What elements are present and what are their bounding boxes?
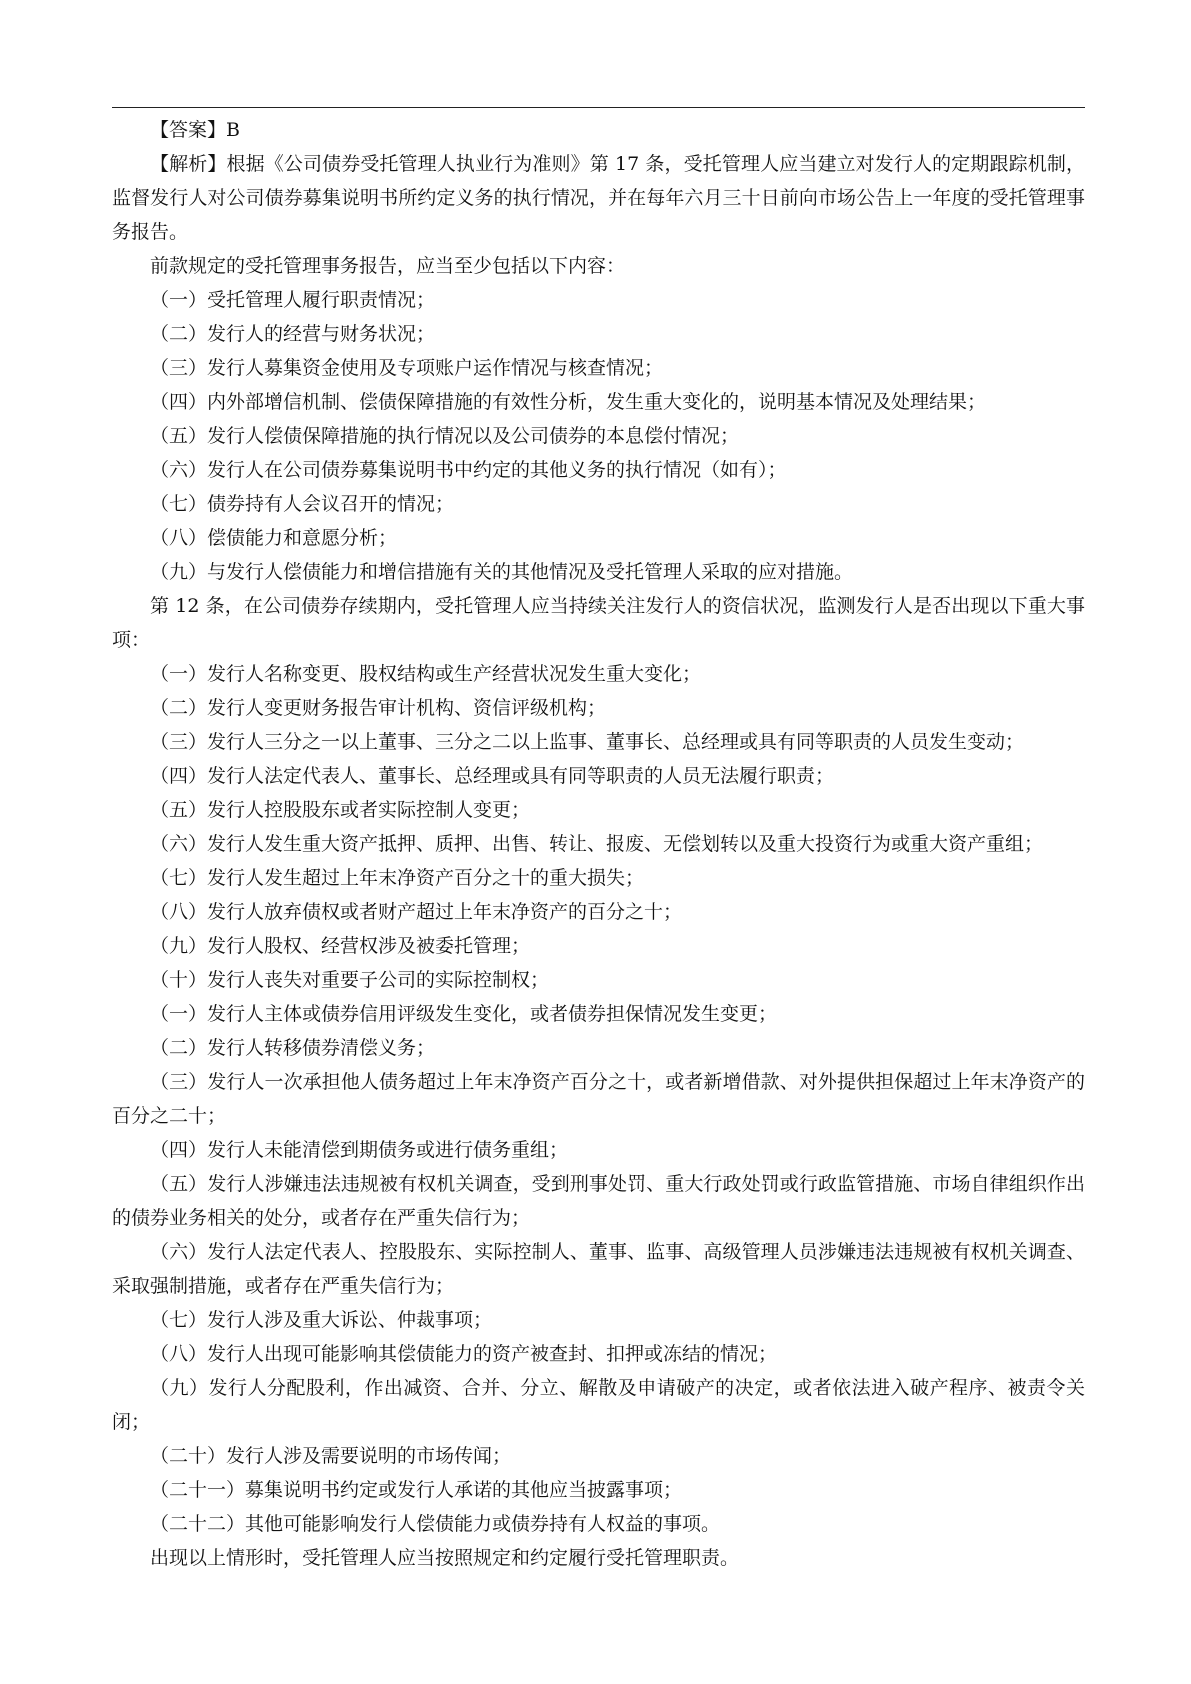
event-item-11: （一）发行人主体或债券信用评级发生变化，或者债券担保情况发生变更； [150, 1003, 778, 1025]
report-item-6: （六）发行人在公司债券募集说明书中约定的其他义务的执行情况（如有）； [150, 459, 787, 481]
closing-paragraph: 出现以上情形时，受托管理人应当按照规定和约定履行受托管理职责。 [150, 1547, 740, 1569]
event-item-12: （二）发行人转移债券清偿义务； [150, 1037, 436, 1059]
event-item-20: （二十）发行人涉及需要说明的市场传闻； [150, 1445, 512, 1467]
event-item-9: （九）发行人股权、经营权涉及被委托管理； [150, 935, 531, 957]
event-item-1: （一）发行人名称变更、股权结构或生产经营状况发生重大变化； [150, 663, 702, 685]
event-item-10: （十）发行人丧失对重要子公司的实际控制权； [150, 969, 550, 991]
event-item-2: （二）发行人变更财务报告审计机构、资信评级机构； [150, 697, 607, 719]
report-item-9: （九）与发行人偿债能力和增信措施有关的其他情况及受托管理人采取的应对措施。 [150, 561, 854, 583]
event-item-3: （三）发行人三分之一以上董事、三分之二以上监事、董事长、总经理或具有同等职责的人员发生变动； [150, 731, 1025, 753]
event-item-5: （五）发行人控股股东或者实际控制人变更； [150, 799, 531, 821]
event-item-22: （二十二）其他可能影响发行人偿债能力或债券持有人权益的事项。 [150, 1513, 721, 1535]
report-item-4: （四）内外部增信机制、偿债保障措施的有效性分析，发生重大变化的，说明基本情况及处理结果； [150, 391, 987, 413]
header-rule [112, 107, 1085, 108]
event-item-15: （五）发行人涉嫌违法违规被有权机关调查，受到刑事处罚、重大行政处罚或行政监管措施、市场自律组织作出的债券业务相关的处分，或者存在严重失信行为； [112, 1173, 1085, 1229]
document-body [112, 113, 1085, 1575]
event-item-17: （七）发行人涉及重大诉讼、仲裁事项； [150, 1309, 493, 1331]
answer-line: 【答案】B [150, 119, 240, 141]
report-item-8: （八）偿债能力和意愿分析； [150, 527, 398, 549]
event-item-8: （八）发行人放弃债权或者财产超过上年末净资产的百分之十； [150, 901, 683, 923]
event-item-7: （七）发行人发生超过上年末净资产百分之十的重大损失； [150, 867, 645, 889]
analysis-paragraph: 【解析】根据《公司债券受托管理人执业行为准则》第 17 条，受托管理人应当建立对发行人的定期跟踪机制，监督发行人对公司债券募集说明书所约定义务的执行情况，并在每年六月三十日前向市场公告上一年度的受托管理事务报告。 [112, 153, 1085, 243]
event-item-16: （六）发行人法定代表人、控股股东、实际控制人、董事、监事、高级管理人员涉嫌违法违规被有权机关调查、采取强制措施，或者存在严重失信行为； [112, 1241, 1085, 1297]
event-item-14: （四）发行人未能清偿到期债务或进行债务重组； [150, 1139, 569, 1161]
report-item-2: （二）发行人的经营与财务状况； [150, 323, 436, 345]
article-12-intro: 第 12 条，在公司债券存续期内，受托管理人应当持续关注发行人的资信状况，监测发行人是否出现以下重大事项： [112, 595, 1085, 651]
report-intro: 前款规定的受托管理事务报告，应当至少包括以下内容： [150, 255, 626, 277]
report-item-3: （三）发行人募集资金使用及专项账户运作情况与核查情况； [150, 357, 664, 379]
event-item-4: （四）发行人法定代表人、董事长、总经理或具有同等职责的人员无法履行职责； [150, 765, 835, 787]
event-item-6: （六）发行人发生重大资产抵押、质押、出售、转让、报废、无偿划转以及重大投资行为或重大资产重组； [150, 833, 1044, 855]
report-item-1: （一）受托管理人履行职责情况； [150, 289, 436, 311]
event-item-21: （二十一）募集说明书约定或发行人承诺的其他应当披露事项； [150, 1479, 683, 1501]
event-item-19: （九）发行人分配股利，作出减资、合并、分立、解散及申请破产的决定，或者依法进入破产程序、被责令关闭； [112, 1377, 1085, 1433]
report-item-7: （七）债券持有人会议召开的情况； [150, 493, 455, 515]
event-item-18: （八）发行人出现可能影响其偿债能力的资产被查封、扣押或冻结的情况； [150, 1343, 778, 1365]
event-item-13: （三）发行人一次承担他人债务超过上年末净资产百分之十，或者新增借款、对外提供担保超过上年末净资产的百分之二十； [112, 1071, 1085, 1127]
report-item-5: （五）发行人偿债保障措施的执行情况以及公司债券的本息偿付情况； [150, 425, 740, 447]
